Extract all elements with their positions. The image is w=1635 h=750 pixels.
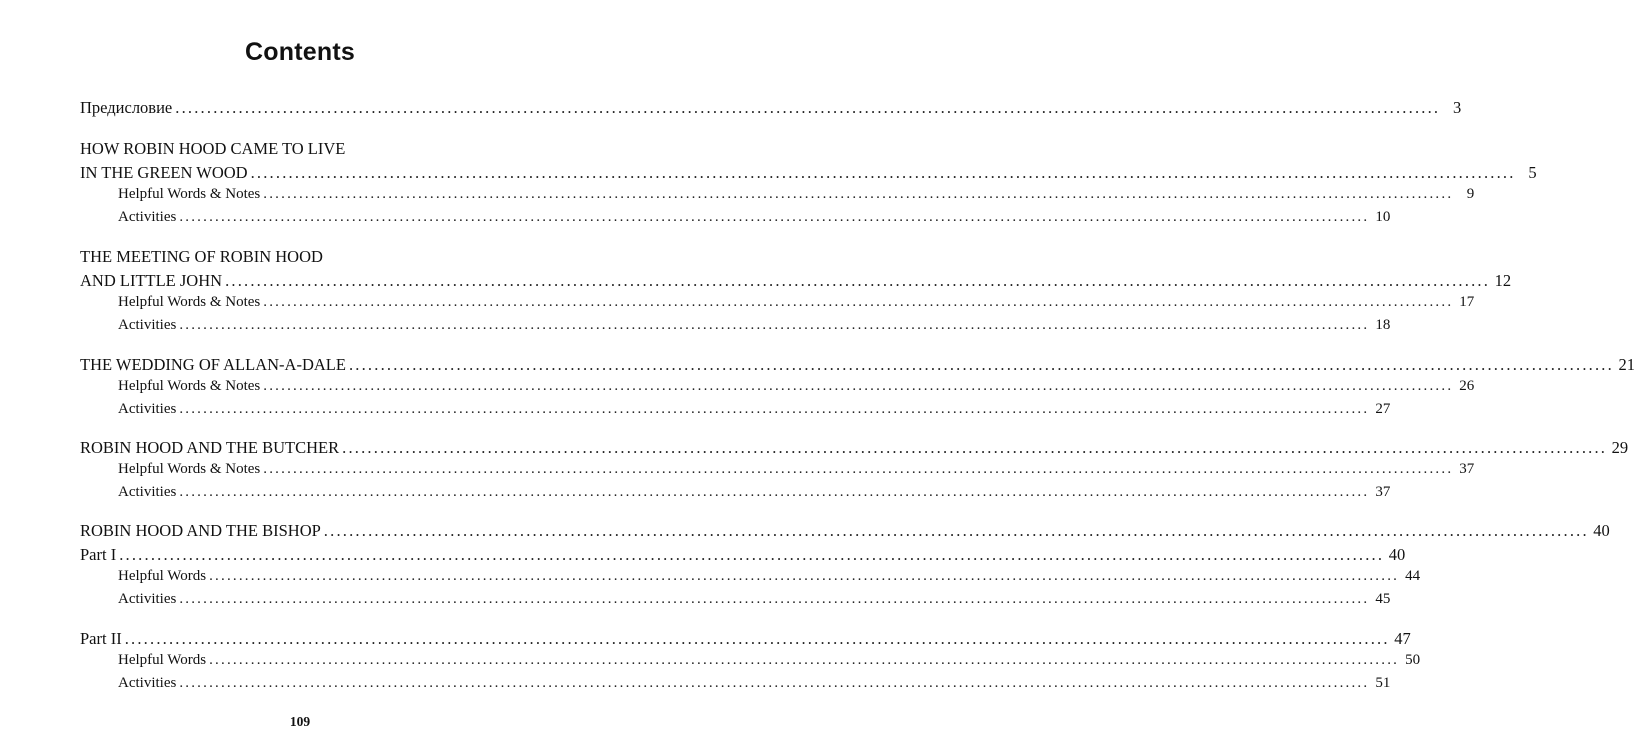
toc-entry-ch4-notes[interactable] bbox=[0, 461, 1475, 483]
toc-entry-label: THE WEDDING OF ALLAN-A-DALE bbox=[80, 355, 346, 374]
dot-leader: ........................................................................................................................................................................................................ bbox=[124, 629, 1390, 648]
toc-page-number: 17 bbox=[1459, 294, 1475, 310]
toc-entry-ch3-activities[interactable] bbox=[0, 401, 1391, 423]
toc-entry-label: Helpful Words bbox=[118, 568, 207, 584]
toc-page-number: 50 bbox=[1405, 652, 1421, 668]
toc-page-number: 9 bbox=[1466, 186, 1475, 202]
toc-page-number: 47 bbox=[1394, 629, 1411, 648]
toc-entry-label: ROBIN HOOD AND THE BUTCHER bbox=[80, 438, 340, 457]
toc-entry-ch4-activities[interactable] bbox=[0, 484, 1391, 506]
toc-entry-part1-activities[interactable] bbox=[0, 591, 1391, 613]
toc-page-number: 51 bbox=[1375, 675, 1391, 691]
toc-entry-label: IN THE GREEN WOOD bbox=[80, 163, 248, 182]
toc-entry-label: Helpful Words & Notes bbox=[118, 378, 261, 394]
dot-leader: ........................................................................................................................................................................................................ bbox=[263, 378, 1454, 394]
dot-leader: ........................................................................................................................................................................................................ bbox=[348, 355, 1614, 374]
toc-page-number: 18 bbox=[1375, 317, 1391, 333]
toc-chapter-heading-2[interactable]: THE MEETING OF ROBIN HOOD bbox=[80, 247, 323, 266]
dot-leader: ........................................................................................................................................................................................................ bbox=[119, 545, 1385, 564]
toc-entry-label: Activities bbox=[118, 591, 177, 607]
toc-page-number: 29 bbox=[1611, 438, 1629, 457]
dot-leader: ........................................................................................................................................................................................................ bbox=[225, 271, 1491, 290]
toc-entry-part2-words[interactable] bbox=[0, 652, 1421, 674]
toc-entry-ch2-notes[interactable] bbox=[0, 294, 1475, 316]
toc-page-number: 37 bbox=[1375, 484, 1391, 500]
toc-entry-part1-words[interactable] bbox=[0, 568, 1421, 590]
toc-entry-part2-activities[interactable] bbox=[0, 675, 1391, 697]
dot-leader: ........................................................................................................................................................................................................ bbox=[342, 438, 1608, 457]
toc-entry-label: Activities bbox=[118, 484, 177, 500]
toc-entry-chapter-4[interactable] bbox=[0, 438, 1629, 460]
toc-entry-ch2-activities[interactable] bbox=[0, 317, 1391, 339]
toc-entry-label: Activities bbox=[118, 401, 177, 417]
toc-entry-ch1-notes[interactable] bbox=[0, 186, 1475, 208]
dot-leader: ........................................................................................................................................................................................................ bbox=[179, 209, 1370, 225]
toc-page-number: 40 bbox=[1388, 545, 1406, 564]
toc-entry-label: Activities bbox=[118, 209, 177, 225]
toc-entry-label: Helpful Words & Notes bbox=[118, 186, 261, 202]
dot-leader: ........................................................................................................................................................................................................ bbox=[263, 186, 1454, 202]
toc-page-number: 40 bbox=[1593, 521, 1610, 540]
toc-page-number: 12 bbox=[1494, 271, 1512, 290]
toc-entry-label: Helpful Words & Notes bbox=[118, 461, 261, 477]
toc-entry-chapter-3[interactable] bbox=[0, 355, 1635, 377]
toc-entry-label: Предисловие bbox=[80, 98, 173, 117]
dot-leader: ........................................................................................................................................................................................................ bbox=[175, 98, 1441, 117]
toc-entry-ch3-notes[interactable] bbox=[0, 378, 1475, 400]
toc-page-number: 5 bbox=[1528, 163, 1537, 182]
toc-page-number: 27 bbox=[1375, 401, 1391, 417]
dot-leader: ........................................................................................................................................................................................................ bbox=[250, 163, 1516, 182]
toc-entry-label: Helpful Words & Notes bbox=[118, 294, 261, 310]
dot-leader: ........................................................................................................................................................................................................ bbox=[209, 652, 1400, 668]
toc-chapter-heading-1[interactable]: HOW ROBIN HOOD CAME TO LIVE bbox=[80, 139, 346, 158]
page-title: Contents bbox=[245, 38, 355, 66]
dot-leader: ........................................................................................................................................................................................................ bbox=[179, 675, 1370, 691]
toc-entry-label: Activities bbox=[118, 317, 177, 333]
toc-entry-chapter-5[interactable] bbox=[0, 521, 1610, 543]
toc-page-number: 45 bbox=[1375, 591, 1391, 607]
toc-entry-label: Part I bbox=[80, 545, 117, 564]
dot-leader: ........................................................................................................................................................................................................ bbox=[179, 484, 1370, 500]
dot-leader: ........................................................................................................................................................................................................ bbox=[179, 591, 1370, 607]
toc-entry-label: Part II bbox=[80, 629, 122, 648]
dot-leader: ........................................................................................................................................................................................................ bbox=[323, 521, 1589, 540]
toc-page-number: 26 bbox=[1459, 378, 1475, 394]
page-number-footer: 109 bbox=[289, 714, 311, 729]
toc-page-number: 3 bbox=[1453, 98, 1462, 117]
toc-entry-chapter-2[interactable] bbox=[0, 271, 1512, 293]
dot-leader: ........................................................................................................................................................................................................ bbox=[263, 461, 1454, 477]
dot-leader: ........................................................................................................................................................................................................ bbox=[263, 294, 1454, 310]
dot-leader: ........................................................................................................................................................................................................ bbox=[209, 568, 1400, 584]
toc-entry-part-1[interactable] bbox=[0, 545, 1406, 567]
toc-entry-label: Activities bbox=[118, 675, 177, 691]
toc-entry-part-2[interactable] bbox=[0, 629, 1411, 651]
toc-entry-ch1-activities[interactable] bbox=[0, 209, 1391, 231]
toc-entry-chapter-1[interactable] bbox=[0, 163, 1537, 185]
dot-leader: ........................................................................................................................................................................................................ bbox=[179, 401, 1370, 417]
toc-page-number: 44 bbox=[1405, 568, 1421, 584]
toc-entry-preface[interactable] bbox=[0, 98, 1462, 120]
toc-entry-label: ROBIN HOOD AND THE BISHOP bbox=[80, 521, 321, 540]
toc-page-number: 37 bbox=[1459, 461, 1475, 477]
toc-entry-label: AND LITTLE JOHN bbox=[80, 271, 223, 290]
toc-entry-label: Helpful Words bbox=[118, 652, 207, 668]
dot-leader: ........................................................................................................................................................................................................ bbox=[179, 317, 1370, 333]
toc-page-number: 21 bbox=[1618, 355, 1635, 374]
toc-page-number: 10 bbox=[1375, 209, 1391, 225]
